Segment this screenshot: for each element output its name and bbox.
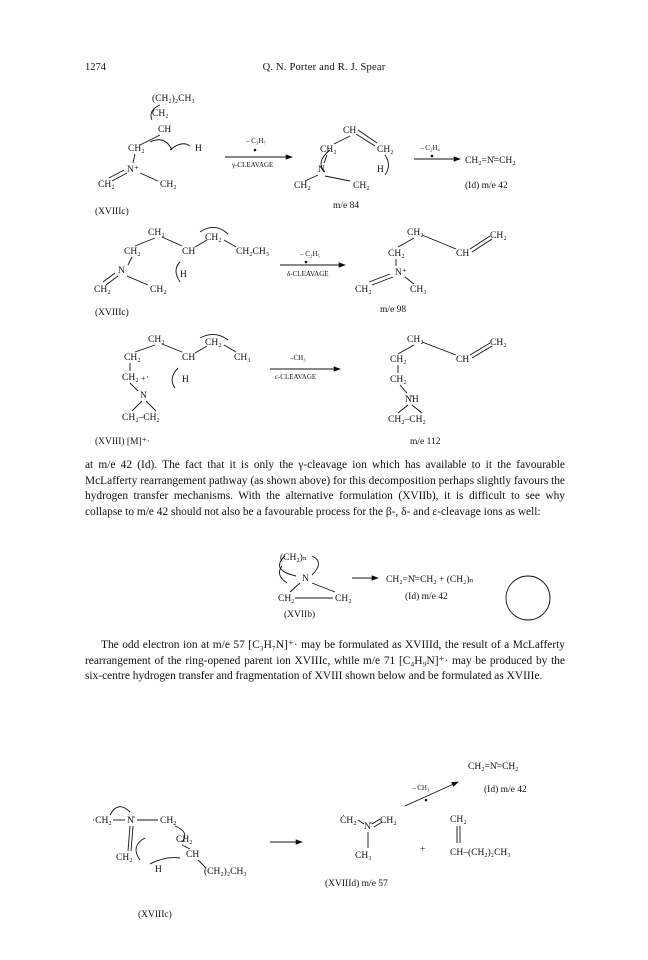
s3-start-label: (XVIII) [M]⁺· — [95, 437, 150, 447]
s2-ch2ch3: CH₂CH₃ — [236, 247, 270, 257]
h-label: H — [195, 144, 202, 154]
s3p-ch2-ch2: CH₂–CH₂ — [388, 415, 426, 425]
s3-arrow-condition: ε-CLEAVAGE — [275, 373, 317, 381]
mid-ch2-right: CH₂ — [377, 145, 394, 155]
s2-h: H — [180, 270, 187, 280]
s5-ch: CH — [186, 850, 200, 860]
paragraph-2: The odd electron ion at m/e 57 [C₃H₇N]⁺· may be formulated as XVIIId, the result of a McLafferty rearrangement of the ring-opened parent ion XVIIIc, while m/e 71 [C₄H₉N]⁺· may be produced by the six-centre hydrogen transfer and fragmentation of XVIII shown below and be formulated as XVIIIe. — [85, 639, 565, 683]
s5m-ch2-radical: ĊH₂ — [340, 816, 357, 826]
s2-ch2-left: CH₂ — [124, 247, 141, 257]
s3p-ch2-top: CH₂ — [407, 335, 424, 345]
s3p-ch2-right: CH₂ — [490, 338, 507, 348]
s3-ch2-left: CH₂ — [124, 353, 141, 363]
s2-arrow-condition: δ-CLEAVAGE — [287, 270, 329, 278]
s4-ch2-right: CH₂ — [335, 594, 352, 604]
s4-ch2n: (CH₂)ₙ — [280, 553, 307, 563]
s1-middle-mass: m/e 84 — [333, 201, 360, 211]
s2p-ch2-right: CH₂ — [490, 231, 507, 241]
s2-ch2-top: CH₂ — [148, 228, 165, 238]
s2-ch: CH — [182, 247, 196, 257]
s5-h: H — [155, 865, 162, 875]
chain-label-ch2: CH₂ — [152, 109, 169, 119]
s5-top-reagent: – ĊH₃ — [412, 784, 430, 792]
s4-ring — [506, 576, 550, 620]
mid-ch2-left: CH₂ — [320, 145, 337, 155]
s1-arrow1-condition: γ-CLEAVAGE — [232, 161, 274, 169]
s4-product: CH₂=N̊=CH₂ + (CH₂)ₙ — [386, 575, 474, 585]
s3-ch2-arc: CH₂ — [205, 338, 222, 348]
s3p-nh: N̊H — [405, 395, 419, 405]
s2p-ch3: CH₃ — [410, 285, 427, 295]
ring-ch2-left: CH₂ — [128, 144, 145, 154]
scheme-4 — [278, 552, 550, 620]
s3-h: H — [182, 375, 189, 385]
s1-product-label: (Id) m/e 42 — [465, 181, 508, 191]
s2-product-mass: m/e 98 — [380, 305, 407, 315]
s5m-ch2: CH₂ — [380, 816, 397, 826]
s2-ch2-arc: CH₂ — [205, 233, 222, 243]
s2-arrow-reagent: – Ċ₂H₅ — [300, 250, 320, 258]
s3p-ch2-left: CH₂ — [390, 355, 407, 365]
s3-n: N — [140, 391, 147, 401]
s5-middle-label: (XVIIId) m/e 57 — [325, 879, 388, 889]
s5-plus: + — [420, 845, 426, 855]
s2p-ch2-bl: CH₂ — [355, 285, 372, 295]
s4-product-label: (Id) m/e 42 — [405, 592, 448, 602]
s5-ch2-top: CH₂ — [160, 816, 177, 826]
s3-ch2-ch2: CH₂–CH₂ — [122, 413, 160, 423]
chain-label-ch: CH — [158, 125, 172, 135]
running-head: Q. N. Porter and R. J. Spear — [262, 62, 386, 73]
s4-ch2-left: CH₂ — [278, 594, 295, 604]
s3-ch3: CH₃ — [234, 353, 251, 363]
s2p-n-plus: N⁺ — [395, 268, 407, 278]
s2p-ch: CH — [456, 249, 470, 259]
s1-product: CH₂=N̊=CH₂ — [465, 156, 516, 166]
s5-ch2-bottom: CH₂ — [116, 853, 133, 863]
s5-alkene-ch2: CH₂ — [450, 815, 467, 825]
mid-ch2-bl: CH₂ — [294, 181, 311, 191]
s3-product-mass: m/e 112 — [410, 437, 441, 447]
s2-ch2-bl: CH₂ — [94, 285, 111, 295]
ring-n-plus: N⁺ — [127, 165, 139, 175]
s5-ch2-radical: ·CH₂ — [92, 816, 112, 826]
s3p-ch: CH — [456, 355, 470, 365]
s5-chain: (CH₂)₂CH₃ — [204, 867, 247, 877]
paragraph-1: at m/e 42 (Id). The fact that it is only the γ-cleavage ion which has available to it the favourable McLafferty rearrangement pathway (as shown above) for this decomposition perhaps slightly favours the hydrogen transfer mechanisms. With the alternative formulation (XVIIb), it is difficult to see why collapse to m/e 42 should not also be a favourable process for the β-, δ- and ε-cleavage ions as well: — [85, 459, 565, 518]
s3p-ch2-mid: CH₂ — [390, 375, 407, 385]
s5-top-label: (Id) m/e 42 — [484, 785, 527, 795]
ring-ch2-bottom-left: CH₂ — [98, 180, 115, 190]
s1-start-label: (XVIIIc) — [95, 207, 129, 217]
s4-start-label: (XVIIb) — [284, 610, 316, 620]
s4-n: N — [302, 574, 309, 584]
mid-ch: CH — [343, 126, 357, 136]
s1-arrow2-reagent: – C₂H₄ — [420, 144, 440, 152]
mid-ch2-br: CH₂ — [353, 181, 370, 191]
s2-n: N — [118, 266, 125, 276]
s2-start-label: (XVIIIc) — [95, 308, 129, 318]
scheme-3 — [95, 334, 507, 447]
s3-ch2-top: CH₂ — [148, 335, 165, 345]
scheme-5 — [92, 761, 527, 920]
s5m-ch3: CH₃ — [355, 851, 372, 861]
s2p-ch2-top: CH₂ — [407, 228, 424, 238]
s5m-n: N̊ — [364, 822, 371, 832]
ring-ch2-bottom-right: CH₂ — [160, 180, 177, 190]
s2-ch2-br: CH₂ — [150, 285, 167, 295]
s5-ch2-right: CH₂ — [176, 835, 193, 845]
s5-n-plus: N̊ — [127, 816, 134, 826]
s3-ch2-radical: CH₂ ₊· — [122, 373, 150, 383]
mid-n: N — [318, 165, 325, 175]
chain-label-ch2-2ch3: (CH₂)₂CH₃ — [152, 94, 195, 104]
page-number: 1274 — [85, 62, 106, 73]
s5-top-product: CH₂=N̊=CH₂ — [468, 762, 519, 772]
s5-alkene: CH–(CH₂)₂CH₃ — [450, 848, 511, 858]
s3-ch: CH — [182, 353, 196, 363]
scheme-2 — [94, 227, 507, 318]
mid-h: H — [377, 165, 384, 175]
s2p-ch2-left: CH₂ — [388, 249, 405, 259]
s1-arrow1-reagent: – Ċ₃H₇ — [246, 137, 266, 145]
scheme-1 — [95, 93, 516, 217]
s3-arrow-reagent: –ĊH₃ — [290, 354, 306, 362]
s5-start-label: (XVIIIc) — [138, 910, 172, 920]
